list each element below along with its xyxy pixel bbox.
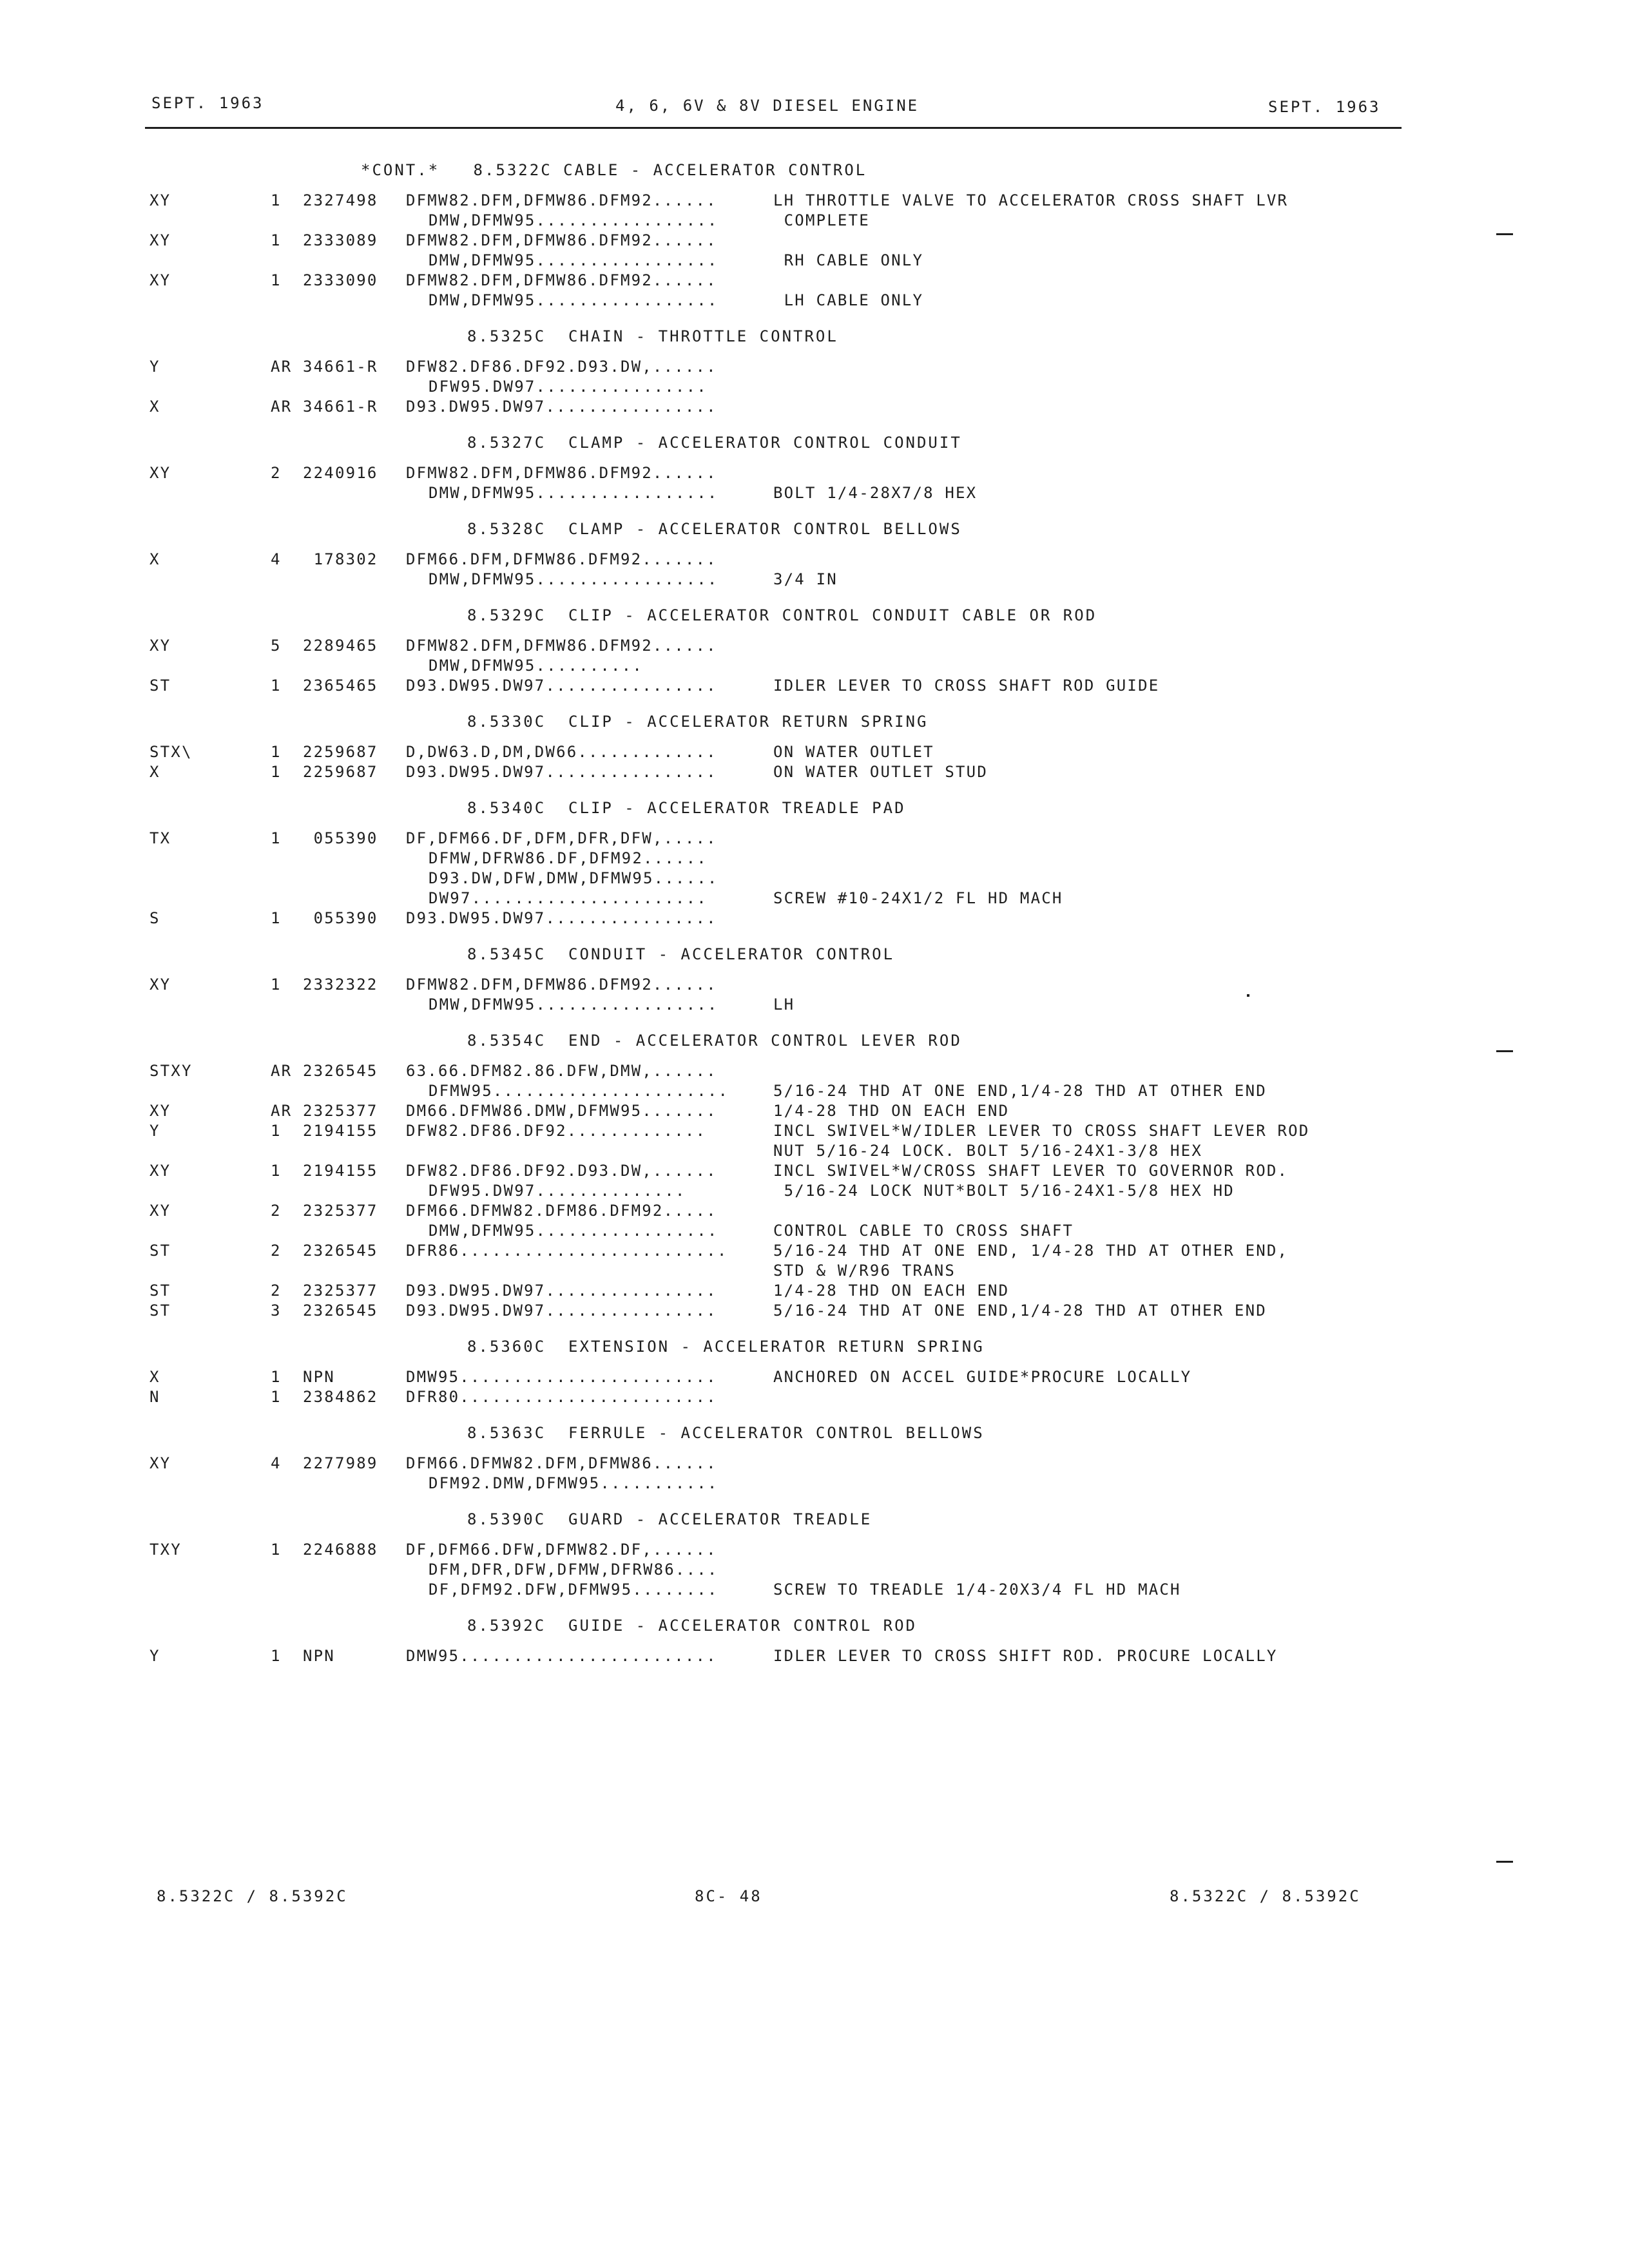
entry-line — [0, 397, 1629, 417]
quantity: 1 — [271, 677, 282, 695]
entry-line — [0, 829, 1629, 849]
part-number: 2365465 — [303, 677, 378, 695]
entry-line — [0, 1367, 1629, 1387]
usage-code: XY — [149, 975, 171, 994]
section-heading: 8.5330C CLIP - ACCELERATOR RETURN SPRING — [467, 713, 929, 731]
quantity: 1 — [271, 1388, 282, 1406]
entry-line — [0, 636, 1629, 656]
entry-line — [0, 291, 1629, 311]
part-description: 3/4 IN — [773, 570, 838, 588]
section-heading: 8.5329C CLIP - ACCELERATOR CONTROL CONDUIT CABLE OR ROD — [467, 606, 1097, 624]
entry-line — [0, 995, 1629, 1015]
part-entry — [0, 550, 1629, 590]
entry-line — [0, 869, 1629, 889]
part-number: 2194155 — [303, 1122, 378, 1140]
usage-code: XY — [149, 464, 171, 482]
entry-line — [0, 463, 1629, 483]
model-list: DFM66.DFM,DFMW86.DFM92....... — [406, 550, 717, 568]
entry-line — [0, 742, 1629, 762]
stray-mark — [1247, 994, 1249, 997]
entry-line — [0, 251, 1629, 271]
model-list: DFMW82.DFM,DFMW86.DFM92...... — [406, 637, 717, 655]
entry-line — [0, 483, 1629, 503]
entry-line — [0, 550, 1629, 570]
part-entry — [0, 1540, 1629, 1600]
section — [0, 595, 1629, 696]
part-description: 5/16-24 THD AT ONE END,1/4-28 THD AT OTHER END — [773, 1082, 1267, 1100]
part-entry — [0, 676, 1629, 696]
section — [0, 508, 1629, 590]
part-number: 2246888 — [303, 1541, 378, 1559]
part-entry — [0, 357, 1629, 397]
part-description: SCREW #10-24X1/2 FL HD MACH — [773, 889, 1063, 907]
quantity: 1 — [271, 829, 282, 847]
part-description: SCREW TO TREADLE 1/4-20X3/4 FL HD MACH — [773, 1581, 1181, 1599]
model-list: DMW,DFMW95................. — [429, 291, 718, 309]
entry-line — [0, 1141, 1629, 1161]
header-date-left: SEPT. 1963 — [151, 94, 264, 112]
header-title: 4, 6, 6V & 8V DIESEL ENGINE — [615, 97, 920, 115]
quantity: 3 — [271, 1302, 282, 1320]
usage-code: ST — [149, 1302, 171, 1320]
part-entry — [0, 397, 1629, 417]
model-list: D93.DW95.DW97................ — [406, 398, 717, 416]
quantity: 2 — [271, 1242, 282, 1260]
entry-line — [0, 271, 1629, 291]
part-entry — [0, 191, 1629, 231]
quantity: 1 — [271, 1122, 282, 1140]
usage-code: XY — [149, 637, 171, 655]
quantity: AR — [271, 1102, 293, 1120]
section-heading: 8.5392C GUIDE - ACCELERATOR CONTROL ROD — [467, 1617, 917, 1635]
entry-line — [0, 762, 1629, 782]
usage-code: XY — [149, 271, 171, 289]
quantity: 2 — [271, 464, 282, 482]
part-entry — [0, 1161, 1629, 1201]
quantity: 1 — [271, 975, 282, 994]
usage-code: Y — [149, 358, 160, 376]
part-description: IDLER LEVER TO CROSS SHAFT ROD GUIDE — [773, 677, 1160, 695]
part-entry — [0, 1201, 1629, 1241]
part-description: LH THROTTLE VALVE TO ACCELERATOR CROSS SHAFT LVR — [773, 191, 1289, 209]
header-rule — [145, 127, 1402, 129]
part-number: 178302 — [303, 550, 378, 568]
quantity: 1 — [271, 191, 282, 209]
entry-line — [0, 1646, 1629, 1666]
entry-line — [0, 211, 1629, 231]
model-list: DFW95.DW97.............. — [429, 1182, 686, 1200]
entry-line — [0, 676, 1629, 696]
section — [0, 316, 1629, 417]
part-description: BOLT 1/4-28X7/8 HEX — [773, 484, 978, 502]
usage-code: STX\ — [149, 743, 193, 761]
part-entry — [0, 1367, 1629, 1387]
part-number: 055390 — [303, 909, 378, 927]
part-number: 2277989 — [303, 1454, 378, 1472]
section-heading: 8.5340C CLIP - ACCELERATOR TREADLE PAD — [467, 799, 906, 817]
usage-code: S — [149, 909, 160, 927]
model-list: DMW,DFMW95................. — [429, 211, 718, 229]
part-description: ON WATER OUTLET — [773, 743, 934, 761]
quantity: 1 — [271, 231, 282, 249]
model-list: DF,DFM66.DF,DFM,DFR,DFW,..... — [406, 829, 717, 847]
model-list: DMW,DFMW95................. — [429, 484, 718, 502]
entry-line — [0, 849, 1629, 869]
model-list: 63.66.DFM82.86.DFW,DMW,...... — [406, 1062, 717, 1080]
part-description: INCL SWIVEL*W/IDLER LEVER TO CROSS SHAFT LEVER ROD — [773, 1122, 1310, 1140]
entry-line — [0, 1221, 1629, 1241]
model-list: D93.DW95.DW97................ — [406, 763, 717, 781]
part-number: 2259687 — [303, 743, 378, 761]
quantity: 1 — [271, 1368, 282, 1386]
model-list: DFMW82.DFM,DFMW86.DFM92...... — [406, 191, 717, 209]
part-entry — [0, 636, 1629, 676]
model-list: DW97...................... — [429, 889, 708, 907]
section — [0, 422, 1629, 503]
margin-mark — [1496, 1050, 1513, 1052]
part-number: 2289465 — [303, 637, 378, 655]
model-list: DFM66.DFMW82.DFM,DFMW86...... — [406, 1454, 717, 1472]
entry-line — [0, 1281, 1629, 1301]
part-entry — [0, 1301, 1629, 1321]
entry-line — [0, 191, 1629, 211]
part-description: RH CABLE ONLY — [773, 251, 924, 269]
part-description: 5/16-24 THD AT ONE END, 1/4-28 THD AT OTHER END, — [773, 1242, 1289, 1260]
section — [0, 1412, 1629, 1494]
quantity: 1 — [271, 909, 282, 927]
footer-range-right: 8.5322C / 8.5392C — [1170, 1887, 1361, 1905]
part-description: ANCHORED ON ACCEL GUIDE*PROCURE LOCALLY — [773, 1368, 1192, 1386]
part-description: LH CABLE ONLY — [773, 291, 924, 309]
model-list: DFR80........................ — [406, 1388, 717, 1406]
model-list: D93.DW,DFW,DMW,DFMW95...... — [429, 869, 718, 887]
part-number: NPN — [303, 1647, 335, 1665]
usage-code: Y — [149, 1647, 160, 1665]
entry-line — [0, 1181, 1629, 1201]
part-number: 2194155 — [303, 1162, 378, 1180]
model-list: DFW95.DW97................ — [429, 378, 708, 396]
entry-line — [0, 1580, 1629, 1600]
part-number: 2325377 — [303, 1282, 378, 1300]
part-entry — [0, 1281, 1629, 1301]
part-number: 2332322 — [303, 975, 378, 994]
entry-line — [0, 1061, 1629, 1081]
entry-line — [0, 975, 1629, 995]
parts-list — [0, 149, 1629, 1671]
usage-code: TX — [149, 829, 171, 847]
part-entry — [0, 1241, 1629, 1281]
model-list: DMW,DFMW95................. — [429, 251, 718, 269]
section-heading: 8.5328C CLAMP - ACCELERATOR CONTROL BELLOWS — [467, 520, 962, 538]
usage-code: X — [149, 398, 160, 416]
section-heading: 8.5354C END - ACCELERATOR CONTROL LEVER ROD — [467, 1032, 962, 1050]
entry-line — [0, 1387, 1629, 1407]
entry-line — [0, 1540, 1629, 1560]
part-number: 2333089 — [303, 231, 378, 249]
model-list: DMW,DFMW95................. — [429, 1222, 718, 1240]
part-entry — [0, 1121, 1629, 1161]
usage-code: ST — [149, 1282, 171, 1300]
part-number: 2325377 — [303, 1102, 378, 1120]
margin-mark — [1496, 233, 1513, 235]
part-number: 2327498 — [303, 191, 378, 209]
usage-code: X — [149, 763, 160, 781]
model-list: D,DW63.D,DM,DW66............. — [406, 743, 717, 761]
part-description: IDLER LEVER TO CROSS SHIFT ROD. PROCURE LOCALLY — [773, 1647, 1278, 1665]
model-list: DFM,DFR,DFW,DFMW,DFRW86.... — [429, 1561, 718, 1579]
usage-code: XY — [149, 191, 171, 209]
usage-code: XY — [149, 1102, 171, 1120]
entry-line — [0, 1454, 1629, 1474]
part-entry — [0, 1646, 1629, 1666]
model-list: DF,DFM66.DFW,DFMW82.DF,...... — [406, 1541, 717, 1559]
part-entry — [0, 271, 1629, 311]
quantity: AR — [271, 358, 293, 376]
model-list: DFMW82.DFM,DFMW86.DFM92...... — [406, 464, 717, 482]
model-list: DF,DFM92.DFW,DFMW95........ — [429, 1581, 718, 1599]
entry-line — [0, 1121, 1629, 1141]
section — [0, 934, 1629, 1015]
usage-code: STXY — [149, 1062, 193, 1080]
entry-line — [0, 1101, 1629, 1121]
part-description: 5/16-24 THD AT ONE END,1/4-28 THD AT OTHER END — [773, 1302, 1267, 1320]
entry-line — [0, 1241, 1629, 1261]
usage-code: XY — [149, 1162, 171, 1180]
entry-line — [0, 1161, 1629, 1181]
section-heading: *CONT.* 8.5322C CABLE - ACCELERATOR CONTROL — [361, 161, 867, 179]
section — [0, 1020, 1629, 1321]
entry-line — [0, 656, 1629, 676]
usage-code: ST — [149, 1242, 171, 1260]
footer-range-left: 8.5322C / 8.5392C — [157, 1887, 348, 1905]
part-number: 34661-R — [303, 398, 378, 416]
section-heading: 8.5390C GUARD - ACCELERATOR TREADLE — [467, 1510, 872, 1528]
usage-code: X — [149, 550, 160, 568]
part-description: NUT 5/16-24 LOCK. BOLT 5/16-24X1-3/8 HEX — [773, 1142, 1202, 1160]
model-list: DFM66.DFMW82.DFM86.DFM92..... — [406, 1202, 717, 1220]
part-description: LH — [773, 995, 795, 1014]
part-entry — [0, 975, 1629, 1015]
usage-code: XY — [149, 1202, 171, 1220]
part-entry — [0, 1454, 1629, 1494]
part-number: 2325377 — [303, 1202, 378, 1220]
header-date-right: SEPT. 1963 — [1268, 98, 1381, 116]
part-number: 055390 — [303, 829, 378, 847]
part-entry — [0, 908, 1629, 928]
entry-line — [0, 1474, 1629, 1494]
model-list: DFMW82.DFM,DFMW86.DFM92...... — [406, 231, 717, 249]
model-list: DM66.DFMW86.DMW,DFMW95....... — [406, 1102, 717, 1120]
entry-line — [0, 570, 1629, 590]
model-list: D93.DW95.DW97................ — [406, 677, 717, 695]
part-entry — [0, 1101, 1629, 1121]
part-entry — [0, 231, 1629, 271]
part-entry — [0, 463, 1629, 503]
part-description: INCL SWIVEL*W/CROSS SHAFT LEVER TO GOVERNOR ROD. — [773, 1162, 1289, 1180]
model-list: D93.DW95.DW97................ — [406, 1282, 717, 1300]
entry-line — [0, 889, 1629, 908]
model-list: DMW,DFMW95................. — [429, 570, 718, 588]
entry-line — [0, 1301, 1629, 1321]
model-list: D93.DW95.DW97................ — [406, 909, 717, 927]
part-description: 5/16-24 LOCK NUT*BOLT 5/16-24X1-5/8 HEX HD — [773, 1182, 1235, 1200]
model-list: DFMW,DFRW86.DF,DFM92...... — [429, 849, 708, 867]
usage-code: XY — [149, 1454, 171, 1472]
quantity: 1 — [271, 271, 282, 289]
section — [0, 1605, 1629, 1666]
section-heading: 8.5363C FERRULE - ACCELERATOR CONTROL BELLOWS — [467, 1424, 985, 1442]
margin-mark — [1496, 1861, 1513, 1863]
usage-code: Y — [149, 1122, 160, 1140]
quantity: AR — [271, 1062, 293, 1080]
section-heading: 8.5360C EXTENSION - ACCELERATOR RETURN SPRING — [467, 1338, 985, 1356]
entry-line — [0, 1261, 1629, 1281]
entry-line — [0, 908, 1629, 928]
quantity: 2 — [271, 1202, 282, 1220]
model-list: DFMW82.DFM,DFMW86.DFM92...... — [406, 975, 717, 994]
part-entry — [0, 742, 1629, 762]
part-entry — [0, 829, 1629, 908]
model-list: DMW,DFMW95................. — [429, 995, 718, 1014]
part-description: ON WATER OUTLET STUD — [773, 763, 988, 781]
section — [0, 149, 1629, 311]
entry-line — [0, 377, 1629, 397]
usage-code: X — [149, 1368, 160, 1386]
quantity: AR — [271, 398, 293, 416]
part-description: STD & W/R96 TRANS — [773, 1262, 956, 1280]
section-heading: 8.5345C CONDUIT - ACCELERATOR CONTROL — [467, 945, 895, 963]
quantity: 1 — [271, 1541, 282, 1559]
footer-page-number: 8C- 48 — [695, 1887, 762, 1905]
model-list: DFW82.DF86.DF92.D93.DW,...... — [406, 358, 717, 376]
quantity: 2 — [271, 1282, 282, 1300]
entry-line — [0, 1201, 1629, 1221]
section — [0, 1326, 1629, 1407]
part-number: 2240916 — [303, 464, 378, 482]
part-number: NPN — [303, 1368, 335, 1386]
part-description: 1/4-28 THD ON EACH END — [773, 1102, 1010, 1120]
model-list: DMW95........................ — [406, 1368, 717, 1386]
part-number: 2384862 — [303, 1388, 378, 1406]
quantity: 4 — [271, 1454, 282, 1472]
quantity: 1 — [271, 743, 282, 761]
section-heading: 8.5325C CHAIN - THROTTLE CONTROL — [467, 327, 838, 345]
model-list: DFM92.DMW,DFMW95........... — [429, 1474, 718, 1492]
section — [0, 1499, 1629, 1600]
model-list: DMW,DFMW95.......... — [429, 657, 643, 675]
section — [0, 787, 1629, 928]
quantity: 1 — [271, 1647, 282, 1665]
part-description: 1/4-28 THD ON EACH END — [773, 1282, 1010, 1300]
part-number: 2259687 — [303, 763, 378, 781]
part-number: 2326545 — [303, 1302, 378, 1320]
entry-line — [0, 1560, 1629, 1580]
model-list: DFMW95...................... — [429, 1082, 729, 1100]
usage-code: XY — [149, 231, 171, 249]
quantity: 1 — [271, 1162, 282, 1180]
part-entry — [0, 1387, 1629, 1407]
part-description: CONTROL CABLE TO CROSS SHAFT — [773, 1222, 1074, 1240]
usage-code: TXY — [149, 1541, 182, 1559]
entry-line — [0, 1081, 1629, 1101]
entry-line — [0, 231, 1629, 251]
entry-line — [0, 357, 1629, 377]
model-list: DMW95........................ — [406, 1647, 717, 1665]
part-description: COMPLETE — [773, 211, 870, 229]
model-list: D93.DW95.DW97................ — [406, 1302, 717, 1320]
model-list: DFW82.DF86.DF92............. — [406, 1122, 707, 1140]
model-list: DFW82.DF86.DF92.D93.DW,...... — [406, 1162, 717, 1180]
quantity: 4 — [271, 550, 282, 568]
model-list: DFMW82.DFM,DFMW86.DFM92...... — [406, 271, 717, 289]
section — [0, 701, 1629, 782]
usage-code: N — [149, 1388, 160, 1406]
part-number: 2326545 — [303, 1062, 378, 1080]
quantity: 1 — [271, 763, 282, 781]
part-entry — [0, 762, 1629, 782]
part-number: 34661-R — [303, 358, 378, 376]
usage-code: ST — [149, 677, 171, 695]
part-number: 2326545 — [303, 1242, 378, 1260]
section-heading: 8.5327C CLAMP - ACCELERATOR CONTROL CONDUIT — [467, 434, 962, 452]
part-entry — [0, 1061, 1629, 1101]
part-number: 2333090 — [303, 271, 378, 289]
quantity: 5 — [271, 637, 282, 655]
model-list: DFR86......................... — [406, 1242, 728, 1260]
